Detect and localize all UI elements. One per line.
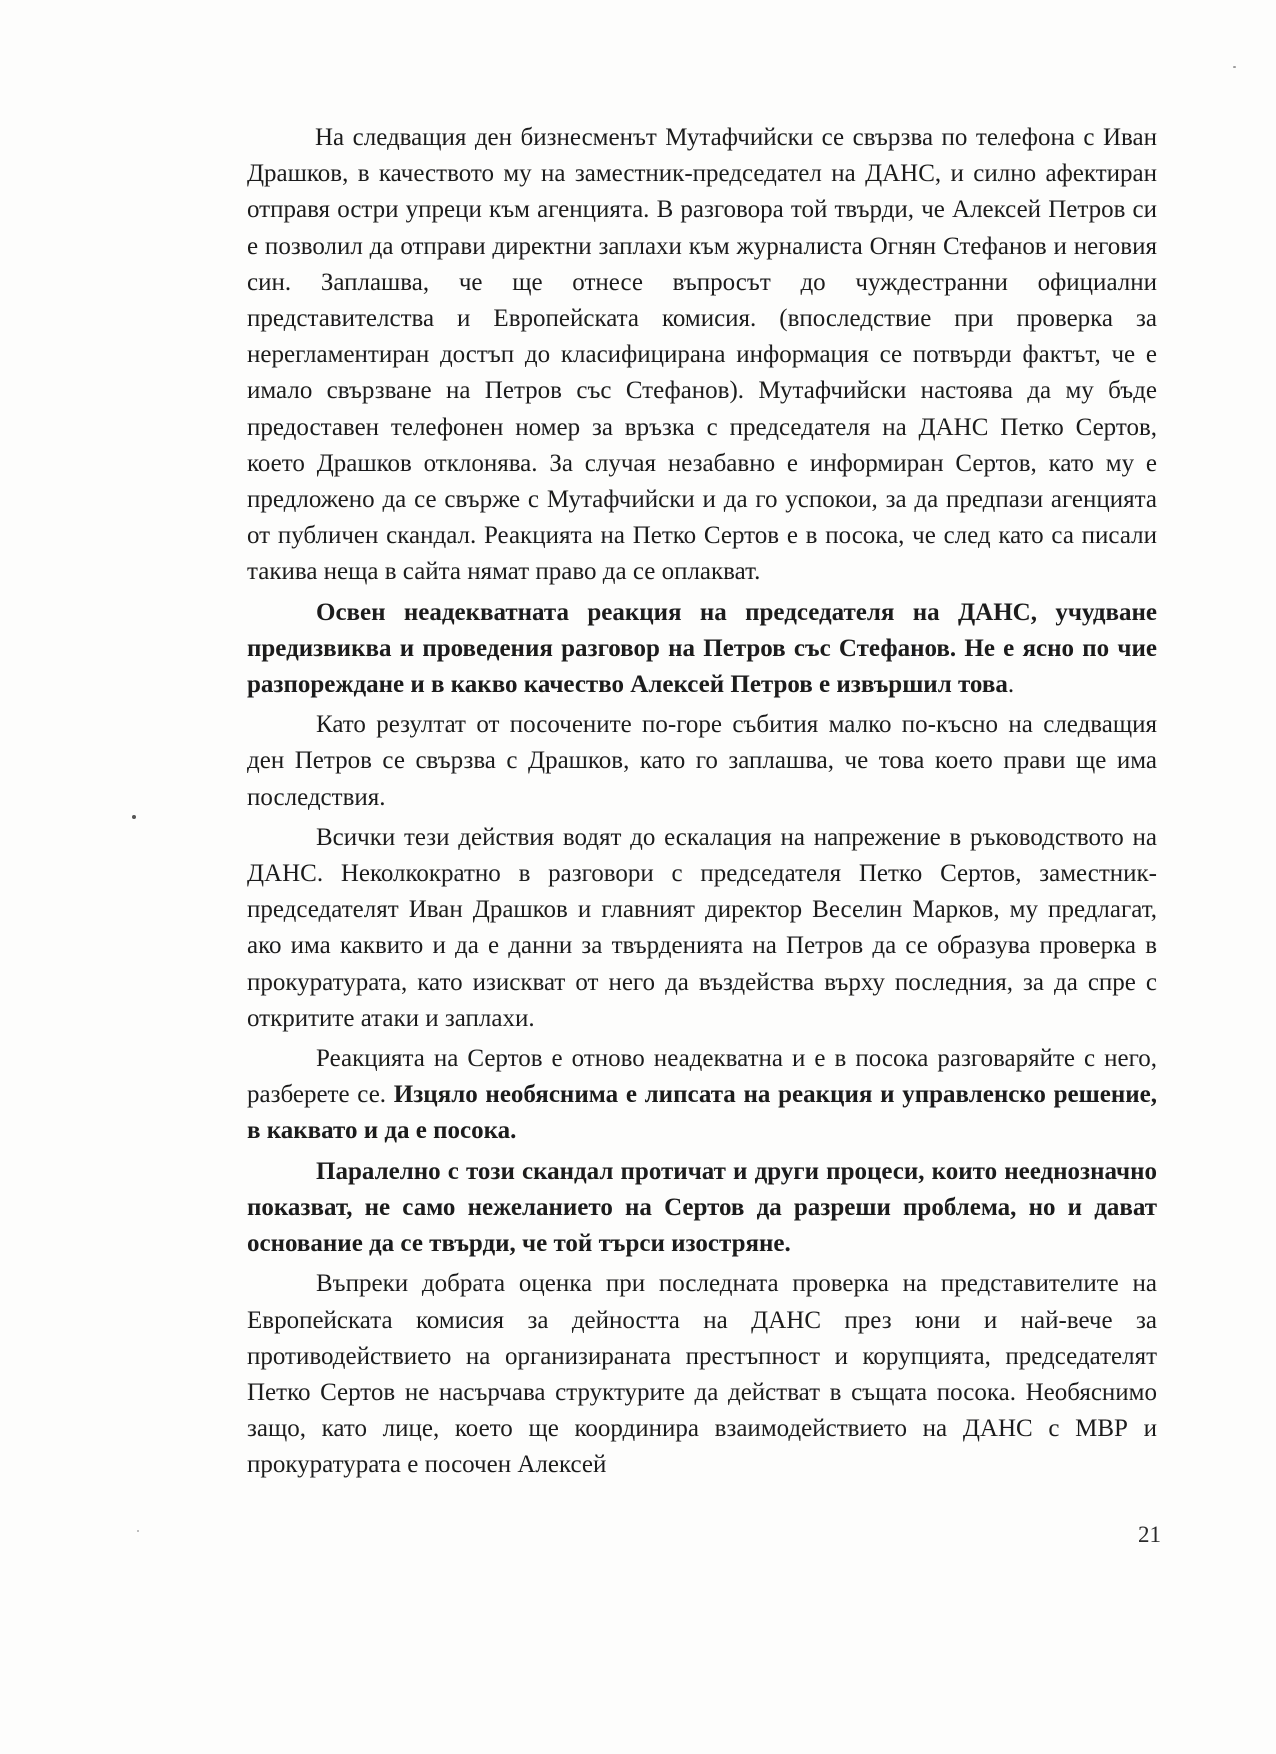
paragraph-5-text: Реакцията на Сертов е отново неадекватна и е в посока разговаряйте с него, разберете се. xyxy=(247,1045,1157,1109)
paragraph-5-bold-text: Изцяло необяснима е липсата на реакция и управленско решение, в каквато и да е посока. xyxy=(247,1081,1157,1145)
paragraph-3 xyxy=(247,707,1157,816)
paragraph-2-period: . xyxy=(1007,671,1015,699)
paragraph-5 xyxy=(247,1041,1157,1150)
paragraph-1 xyxy=(247,120,1157,591)
paragraph-6 xyxy=(247,1154,1157,1263)
scan-speck xyxy=(1233,66,1236,68)
page-number: 21 xyxy=(1138,1522,1161,1547)
paragraph-3-text: Като резултат от посочените по-горе събития малко по-късно на следващия ден Петров се свързва с Драшков, като го заплашва, че това което прави ще има последствия. xyxy=(247,711,1157,811)
paragraph-4 xyxy=(247,820,1157,1037)
paragraph-4-text: Всички тези действия водят до ескалация на напрежение в ръководството на ДАНС. Неколкократно в разговори с председателя Петко Сертов, заместник-председателят Иван Драшков и главният директор Веселин Марков, му предлагат, ако има каквито и да е данни за твърденията на Петров да се образува проверка в прокуратурата, като изискват от него да въздейства върху последния, за да спре с открититe атаки и заплахи. xyxy=(247,823,1157,1032)
scan-speck xyxy=(137,1530,139,1532)
paragraph-7-text: Въпреки добрата оценка при последната проверка на представителите на Европейската комисия за дейността на ДАНС през юни и най-вече за противодействието на организираната престъпност и корупцията, председателят Петко Сертов не насърчава структурите да действат в същата посока. Необяснимо защо, като лице, което ще координира взаимодействието на ДАНС с МВР и прокуратурата е посочен Алексей xyxy=(247,1270,1157,1479)
paragraph-2 xyxy=(247,595,1157,704)
scan-speck xyxy=(132,815,136,819)
paragraph-1-text: На следващия ден бизнесменът Мутафчийски се свързва по телефона с Иван Драшков, в качеството му на заместник-председател на ДАНС, и силно афектиран отправя остри упреци към агенцията. В разговора той твърди, че Алексей Петров си е позволил да отправи директни заплахи към журналиста Огнян Стефанов и неговия син. Заплашва, че ще отнесе въпросът до чуждестранни официални представителства и Европейската комисия. (впоследствие при проверка за нерегламентиран достъп до класифицирана информация се потвърди фактът, че е имало свързване на Петров със Стефанов). Мутафчийски настоява да му бъде предоставен телефонен номер за връзка с председателя на ДАНС Петко Сертов, което Драшков отклонява. За случая незабавно е информиран Сертов, като му е предложено да се свърже с Мутафчийски и да го успокои, за да предпази агенцията от публичен скандал. Реакцията на Петко Сертов е в посока, че след като са писали такива неща в сайта нямат право да се оплакват. xyxy=(247,124,1157,586)
document-body xyxy=(247,120,1157,1488)
paragraph-7 xyxy=(247,1266,1157,1483)
paragraph-6-bold-text: Паралелно с този скандал протичат и други процеси, които нееднозначно показват, не само нежеланието на Сертов да разреши проблема, но и дават основание да се твърди, че той търси изостряне. xyxy=(247,1157,1157,1258)
paragraph-2-bold-text: Освен неадекватната реакция на председателя на ДАНС, учудване предизвиква и проведения разговор на Петров със Стефанов. Не е ясно по чие разпореждане и в какво качество Алексей Петров е извършил това xyxy=(247,598,1157,699)
